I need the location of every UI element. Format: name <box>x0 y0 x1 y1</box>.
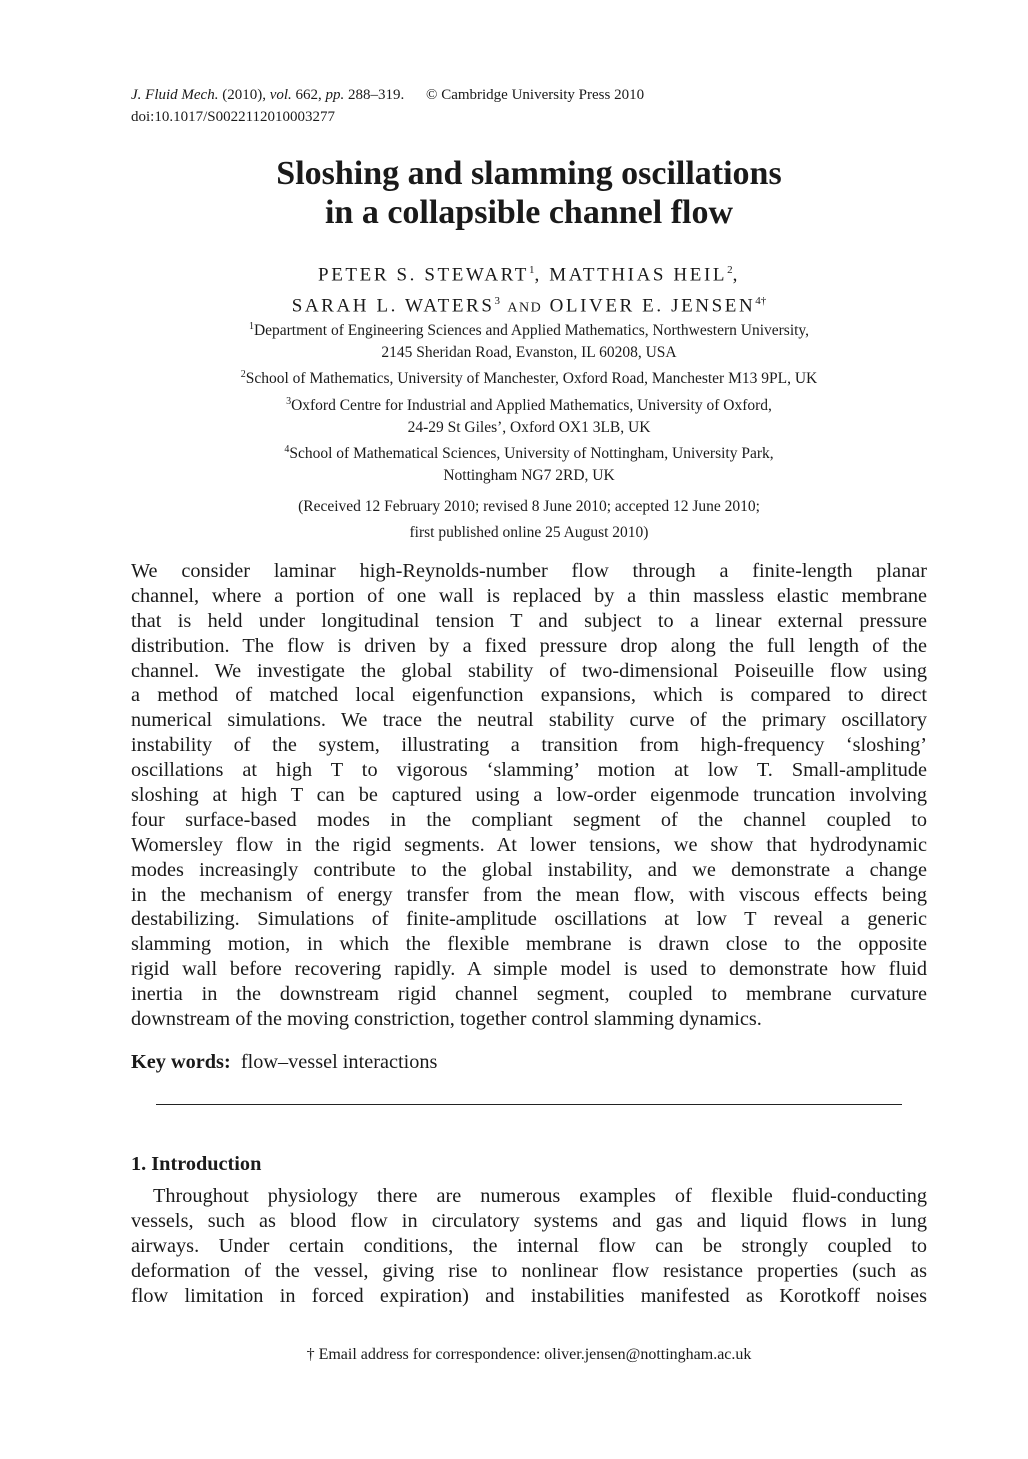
aff-line: School of Mathematics, University of Manchester, Oxford Road, Manchester M13 9PL, UK <box>245 370 818 388</box>
text-line: sloshing at high T can be captured using a low-order eigenmode truncation involving <box>131 784 927 807</box>
text-line: airways. Under certain conditions, the internal flow can be strongly coupled to <box>131 1234 927 1257</box>
text-line: channel, where a portion of one wall is replaced by a thin massless elastic membrane <box>131 584 927 607</box>
text-line: a method of matched local eigenfunction expansions, which is compared to direct <box>131 684 927 707</box>
paper-title <box>0 154 1028 232</box>
text-line: deformation of the vessel, giving rise to nonlinear flow resistance properties (such as <box>131 1259 927 1282</box>
keywords <box>131 1050 927 1075</box>
footnote: † Email address for correspondence: oliver.jensen@nottingham.ac.uk <box>306 1346 752 1363</box>
text-line: that is held under longitudinal tension T and subject to a linear external pressure <box>131 609 927 632</box>
text-line: inertia in the downstream rigid channel segment, coupled to membrane curvature <box>131 983 927 1006</box>
text-line: channel. We investigate the global stability of two-dimensional Poiseuille flow using <box>131 659 927 682</box>
journal-citation <box>131 84 644 106</box>
author: OLIVER E. JENSEN <box>549 295 756 317</box>
aff-line: 2145 Sheridan Road, Evanston, IL 60208, USA <box>381 343 677 361</box>
journal-name: J. Fluid Mech. <box>131 87 219 103</box>
abstract <box>131 559 927 1032</box>
text-line: slamming motion, in which the flexible membrane is drawn close to the opposite <box>131 933 927 956</box>
text-line: destabilizing. Simulations of finite-amplitude oscillations at low T reveal a generic <box>131 908 927 931</box>
aff-sup: 4 <box>284 444 290 455</box>
text-line: rigid wall before recovering rapidly. A simple model is used to demonstrate how fluid <box>131 958 927 981</box>
keywords-label: Key words: <box>131 1051 231 1073</box>
aff-line: Nottingham NG7 2RD, UK <box>443 466 615 484</box>
section-heading: 1. Introduction <box>131 1153 262 1175</box>
title-line: Sloshing and slamming oscillations <box>276 155 782 192</box>
affiliation <box>0 364 1028 390</box>
aff-line: 24-29 St Giles’, Oxford OX1 3LB, UK <box>407 418 651 436</box>
text-line: oscillations at high T to vigorous ‘slamming’ motion at low T. Small-amplitude <box>131 759 927 782</box>
author: SARAH L. WATERS <box>291 295 495 317</box>
and-word: AND <box>507 300 543 316</box>
text-line: Throughout physiology there are numerous examples of flexible fluid-conducting <box>153 1185 927 1207</box>
affiliation <box>0 316 1028 363</box>
keywords-value: flow–vessel interactions <box>240 1051 438 1073</box>
pages: 288–319. <box>348 87 405 103</box>
author: PETER S. STEWART <box>318 264 529 286</box>
intro-paragraph <box>131 1184 927 1308</box>
doi: doi:10.1017/S0022112010003277 <box>131 109 336 125</box>
text-line: instability of the system, illustrating a transition from high-frequency ‘sloshing’ <box>131 734 927 757</box>
text-line: downstream of the moving constriction, together control slamming dynamics. <box>131 1008 762 1031</box>
section-divider <box>156 1104 902 1105</box>
text-line: Womersley flow in the rigid segments. At lower tensions, we show that hydrodynamic <box>131 833 927 856</box>
volume: 662, <box>295 87 322 103</box>
affiliation <box>0 439 1028 486</box>
text-line: distribution. The flow is driven by a fixed pressure drop along the full length of the <box>131 634 927 657</box>
year: (2010), <box>222 87 266 103</box>
received-dates <box>0 494 1028 546</box>
author-sup: 3 <box>494 295 500 308</box>
aff-sup: 1 <box>248 321 254 332</box>
aff-line: Oxford Centre for Industrial and Applied Mathematics, University of Oxford, <box>291 397 772 415</box>
text-line: in the mechanism of energy transfer from the mean flow, with viscous effects being <box>131 883 927 906</box>
text-line: flow limitation in forced expiration) and instabilities manifested as Korotkoff noises <box>131 1284 927 1307</box>
affiliation <box>0 391 1028 438</box>
aff-sup: 2 <box>240 369 246 380</box>
text-line: We consider laminar high-Reynolds-number flow through a finite-length planar <box>131 560 927 582</box>
pp-label: pp. <box>325 87 345 103</box>
author-sup: 2 <box>727 264 733 276</box>
text-line: four surface-based modes in the compliant segment of the channel coupled to <box>131 808 927 831</box>
text-line: numerical simulations. We trace the neutral stability curve of the primary oscillatory <box>131 709 927 732</box>
aff-line: Department of Engineering Sciences and Applied Mathematics, Northwestern University, <box>253 322 810 340</box>
author-list: PETER S. STEWART$^1$, MATTHIAS HEIL$^2$, SARAH L. WATERS$^3$ AND OLIVER E. $JENSEN^{4\dagger}$ <box>291 264 767 317</box>
author: MATTHIAS HEIL <box>549 264 728 286</box>
author-sup: 4† <box>755 295 767 308</box>
title-line: in a collapsible channel flow <box>324 194 734 231</box>
author-sup: 1 <box>529 264 535 276</box>
copyright: © Cambridge University Press 2010 <box>426 87 645 103</box>
received-line: first published online 25 August 2010) <box>409 524 649 541</box>
aff-sup: 3 <box>286 396 292 407</box>
received-line: (Received 12 February 2010; revised 8 June 2010; accepted 12 June 2010; <box>298 498 760 515</box>
aff-line: School of Mathematical Sciences, University of Nottingham, University Park, <box>289 445 774 463</box>
text-line: modes increasingly contribute to the global instability, and we demonstrate a change <box>131 858 927 881</box>
vol-label: vol. <box>269 87 292 103</box>
text-line: vessels, such as blood flow in circulatory systems and gas and liquid flows in lung <box>131 1209 927 1232</box>
